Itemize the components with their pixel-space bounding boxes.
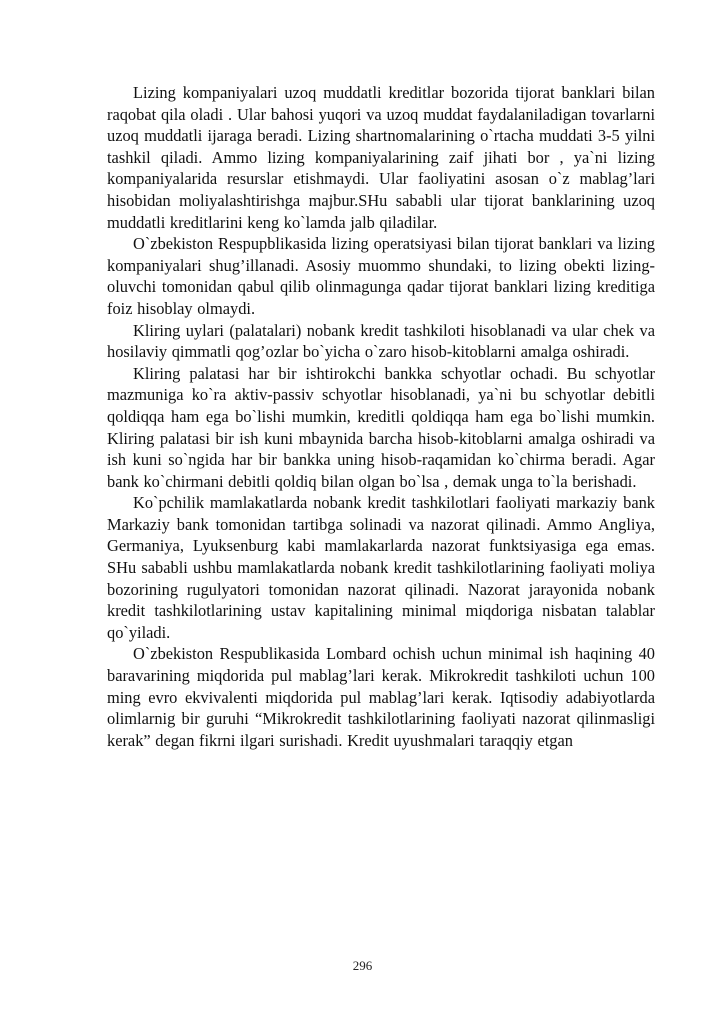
paragraph-regulation: Ko`pchilik mamlakatlarda nobank kredit tashkilotlari faoliyati markaziy bank Markaziy bank tomonidan tartibga solinadi va nazorat qilinadi. Ammo Angliya, Germaniya, Lyuksenburg kabi mamlakarlarda nazorat funktsiyasiga ega emas. SHu sababli ushbu mamlakatlarda nobank kredit tashkilotlarining faoliyati moliya bozorining rugulyatori tomonidan nazorat qilinadi. Nazorat jarayonida nobank kredit tashkilotlarining ustav kapitalining minimal miqdoriga nisbatan talablar qo`yiladi. — [107, 493, 655, 642]
body-text — [107, 82, 655, 751]
paragraph-lombard-microcredit: O`zbekiston Respublikasida Lombard ochish uchun minimal ish haqining 40 baravarining miqdorida pul mablag’lari kerak. Mikrokredit tashkiloti uchun 100 ming evro ekvivalenti miqdorida pul mablag’lari kerak. Iqtisodiy adabiyotlarda olimlarnig bir guruhi “Mikrokredit tashkilotlarining faoliyati nazorat qilinmasligi kerak” degan fikrni ilgari surishadi. Kredit uyushmalari taraqqiy etgan — [107, 644, 655, 750]
paragraph-clearing-accounts: Kliring palatasi har bir ishtirokchi bankka schyotlar ochadi. Bu schyotlar mazmuniga ko`ra aktiv-passiv schyotlar hisoblanadi, ya`ni bu schyotlar debitli qoldiqqa ham ega bo`lishi mumkin, kreditli qoldiqqa ham ega bo`lishi mumkin. Kliring palatasi bir ish kuni mbaynida barcha hisob-kitoblarni amalga oshiradi va ish kuni so`ngida har bir bankka uning hisob-raqamidan ko`chirma beradi. Agar bank ko`chirmani debitli qoldiq bilan olgan bo`lsa , demak unga to`la berishadi. — [107, 363, 655, 491]
paragraph-clearing-houses: Kliring uylari (palatalari) nobank kredit tashkiloti hisoblanadi va ular chek va hosilaviy qimmatli qog’ozlar bo`yicha o`zaro hisob-kitoblarni amalga oshiradi. — [107, 320, 655, 362]
paragraph-leasing-competition: Lizing kompaniyalari uzoq muddatli kreditlar bozorida tijorat banklari bilan raqobat qila oladi . Ular bahosi yuqori va uzoq muddat faydalaniladigan tovarlarni uzoq muddatli ijaraga beradi. Lizing shartnomalarining o`rtacha muddati 3-5 yilni tashkil qiladi. Ammo lizing kompaniyalarining zaif jihati bor , ya`ni lizing kompaniyalarida resurslar etishmaydi. Ular faoliyatini asosan o`z mablag’lari hisobidan moliyalashtirishga majbur.SHu sababli ular tijorat banklarining uzoq muddatli kreditlarini keng ko`lamda jalb qiladilar. — [107, 83, 655, 232]
paragraph-leasing-uzbekistan: O`zbekiston Respupblikasida lizing operatsiyasi bilan tijorat banklari va lizing kompaniyalari shug’illanadi. Asosiy muommo shundaki, to lizing obekti lizing-oluvchi tomonidan qabul qilib olinmagunga qadar tijorat banklari lizing kreditiga foiz hisoblay olmaydi. — [107, 234, 655, 318]
page-number: 296 — [352, 958, 373, 973]
